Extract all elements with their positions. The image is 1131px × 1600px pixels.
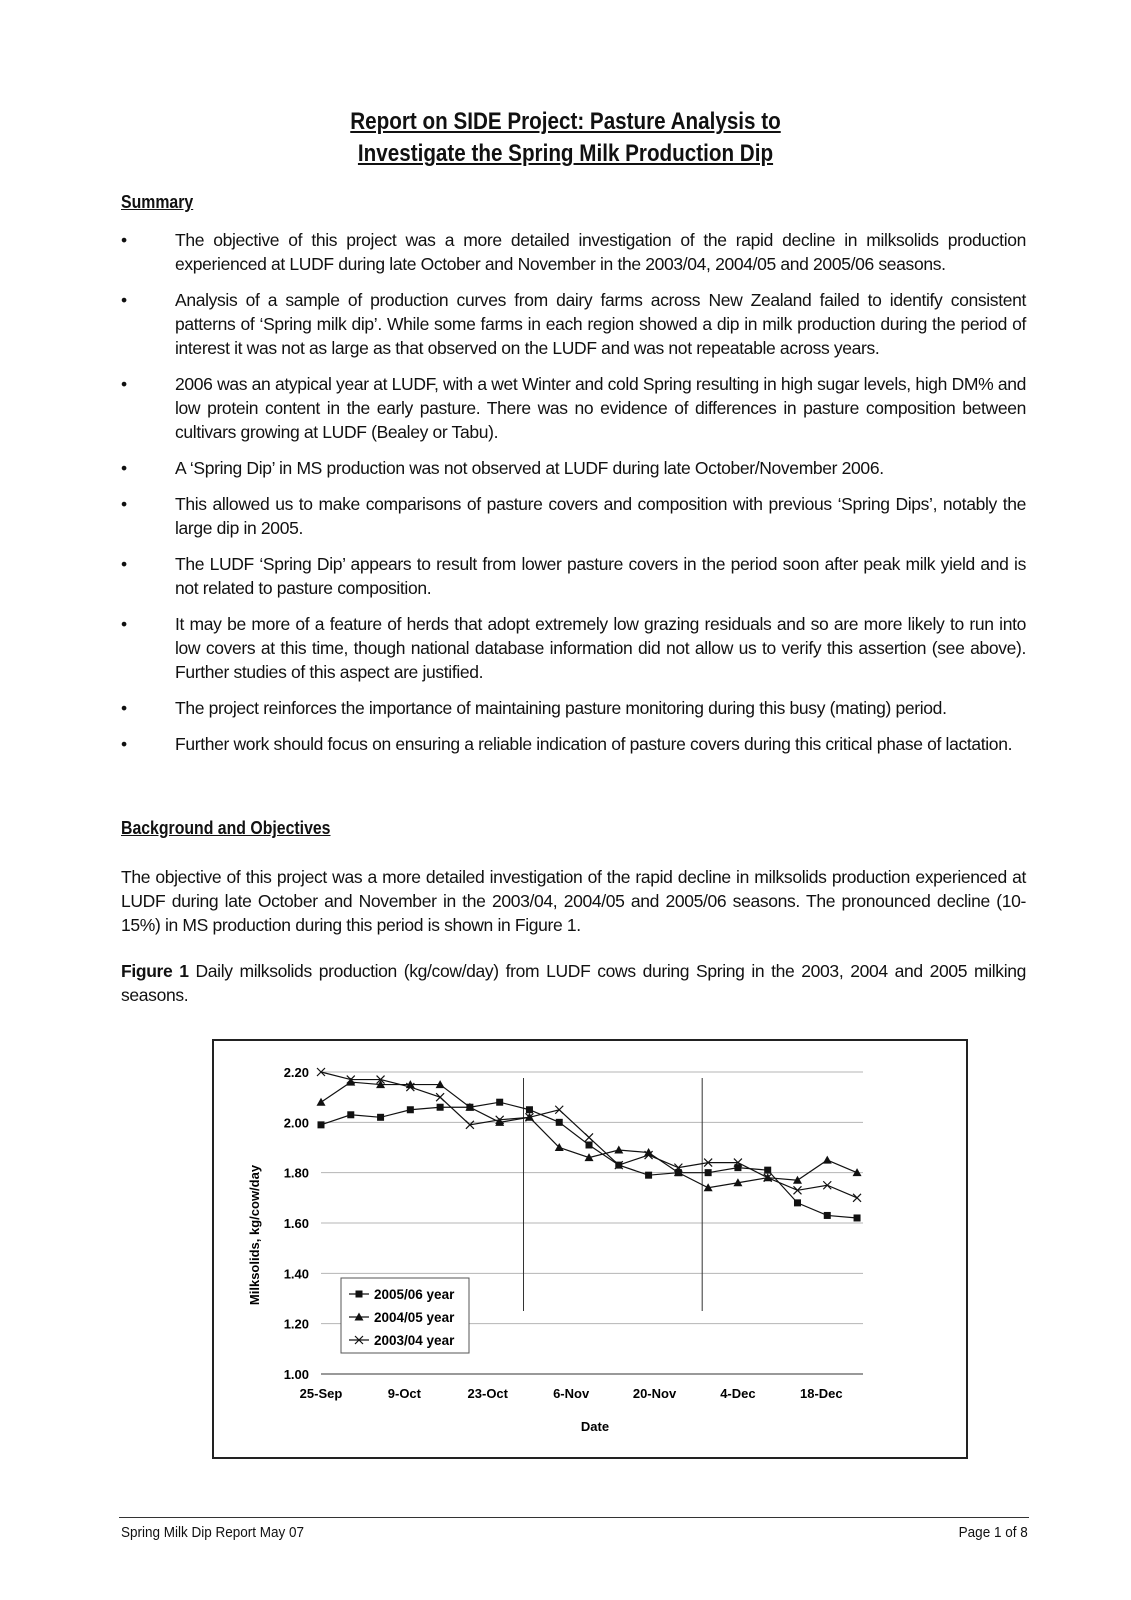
document-title [79, 106, 1052, 170]
bullet-text: This allowed us to make comparisons of pasture covers and composition with previous ‘Spring Dips’, notably the large dip in 2005. [175, 494, 1026, 538]
bullet-text: The project reinforces the importance of maintaining pasture monitoring during this busy (mating) period. [175, 698, 947, 718]
list-item [121, 288, 1026, 360]
x-tick-label: 20-Nov [632, 1386, 677, 1401]
y-tick-label: 2.00 [283, 1115, 309, 1131]
milksolids-line-chart [214, 1041, 966, 1457]
data-point [437, 1104, 444, 1111]
y-tick-label: 1.00 [283, 1367, 309, 1382]
list-item [121, 228, 1026, 276]
y-tick-label: 1.80 [283, 1165, 309, 1181]
data-point [555, 1106, 563, 1114]
figure-caption [121, 959, 1026, 1007]
footer-page-number: Page 1 of 8 [958, 1524, 1028, 1541]
data-point [853, 1168, 862, 1176]
data-point [854, 1214, 861, 1221]
data-point [853, 1194, 861, 1202]
legend-marker [356, 1291, 363, 1298]
bullet-icon: • [121, 458, 127, 478]
series-line [321, 1082, 857, 1188]
list-item [121, 552, 1026, 600]
data-point [526, 1106, 533, 1113]
y-tick-label: 1.20 [283, 1316, 309, 1332]
bullet-text: The LUDF ‘Spring Dip’ appears to result from lower pasture covers in the period soon after peak milk yield and is not related to pasture composition. [175, 554, 1026, 598]
x-tick-label: 18-Dec [799, 1386, 843, 1401]
summary-bullet-list [121, 228, 1026, 768]
legend-label: 2003/04 year [374, 1333, 455, 1348]
data-point [347, 1111, 354, 1118]
list-item [121, 372, 1026, 444]
x-tick-label: 9-Oct [387, 1386, 422, 1401]
figure-label: Figure 1 [121, 961, 189, 981]
background-heading: Background and Objectives [121, 818, 331, 838]
list-item [121, 456, 1026, 480]
bullet-icon: • [121, 614, 127, 634]
bullet-icon: • [121, 494, 127, 514]
data-point [614, 1146, 623, 1154]
data-point [318, 1121, 325, 1128]
bullet-text: The objective of this project was a more detailed investigation of the rapid decline in milksolids production experienced at LUDF during late October and November in the 2003/04, 2004/05 and 2005/06 seasons. [175, 230, 1026, 274]
data-point [556, 1119, 563, 1126]
list-item [121, 696, 1026, 720]
x-tick-label: 6-Nov [553, 1386, 590, 1401]
data-point [824, 1212, 831, 1219]
title-line-2: Investigate the Spring Milk Production Dip [357, 140, 774, 167]
footer-divider [119, 1517, 1029, 1518]
list-item [121, 612, 1026, 684]
y-tick-label: 1.60 [283, 1216, 309, 1231]
data-point [645, 1172, 652, 1179]
x-tick-label: 25-Sep [299, 1386, 343, 1401]
figure-1-chart [212, 1039, 968, 1459]
bullet-text: Analysis of a sample of production curves from dairy farms across New Zealand failed to identify consistent patterns of ‘Spring milk dip’. While some farms in each region showed a dip in milk production during the period of interest it was not as large as that observed on the LUDF and was not repeatable across years. [175, 290, 1026, 358]
data-point [496, 1099, 503, 1106]
y-tick-label: 1.40 [283, 1266, 309, 1282]
x-tick-label: 23-Oct [467, 1386, 509, 1401]
data-point [705, 1169, 712, 1176]
list-item [121, 732, 1026, 756]
list-item [121, 492, 1026, 540]
bullet-icon: • [121, 734, 127, 754]
x-axis-title: Date [580, 1419, 610, 1434]
background-paragraph: The objective of this project was a more detailed investigation of the rapid decline in milksolids production experienced at LUDF during late October and November in the 2003/04, 2004/05 and 2005/06 seasons. The pronounced decline (10-15%) in MS production during this period is shown in Figure 1. [121, 867, 1026, 935]
data-point [586, 1141, 593, 1148]
bullet-text: It may be more of a feature of herds that adopt extremely low grazing residuals and so are more likely to run into low covers at this time, though national database information did not allow us to verify this assertion (see above). Further studies of this aspect are justified. [175, 614, 1026, 682]
x-tick-label: 4-Dec [720, 1386, 756, 1401]
bullet-text: A ‘Spring Dip’ in MS production was not observed at LUDF during late October/November 2006. [175, 458, 884, 478]
summary-heading: Summary [121, 192, 194, 212]
bullet-text: Further work should focus on ensuring a reliable indication of pasture covers during this critical phase of lactation. [175, 734, 1013, 754]
legend-label: 2005/06 year [374, 1287, 455, 1302]
figure-caption-text: Daily milksolids production (kg/cow/day) from LUDF cows during Spring in the 2003, 2004 and 2005 milking seasons. [121, 961, 1026, 1005]
data-point [317, 1098, 326, 1106]
y-tick-label: 2.20 [283, 1065, 309, 1080]
legend-label: 2004/05 year [374, 1310, 455, 1325]
y-axis-title: Milksolids, kg/cow/day [247, 1164, 262, 1306]
data-point [823, 1156, 832, 1164]
footer-report-name: Spring Milk Dip Report May 07 [121, 1524, 305, 1541]
bullet-icon: • [121, 230, 127, 250]
data-point [436, 1093, 444, 1101]
bullet-icon: • [121, 374, 127, 394]
bullet-icon: • [121, 554, 127, 574]
data-point [794, 1199, 801, 1206]
data-point [764, 1167, 771, 1174]
data-point [377, 1114, 384, 1121]
bullet-icon: • [121, 698, 127, 718]
title-line-1: Report on SIDE Project: Pasture Analysis to [350, 108, 781, 135]
bullet-icon: • [121, 290, 127, 310]
bullet-text: 2006 was an atypical year at LUDF, with a wet Winter and cold Spring resulting in high sugar levels, high DM% and low protein content in the early pasture. There was no evidence of differences in pasture composition between cultivars growing at LUDF (Bealey or Tabu). [175, 374, 1026, 442]
data-point [407, 1106, 414, 1113]
data-point [585, 1133, 593, 1141]
